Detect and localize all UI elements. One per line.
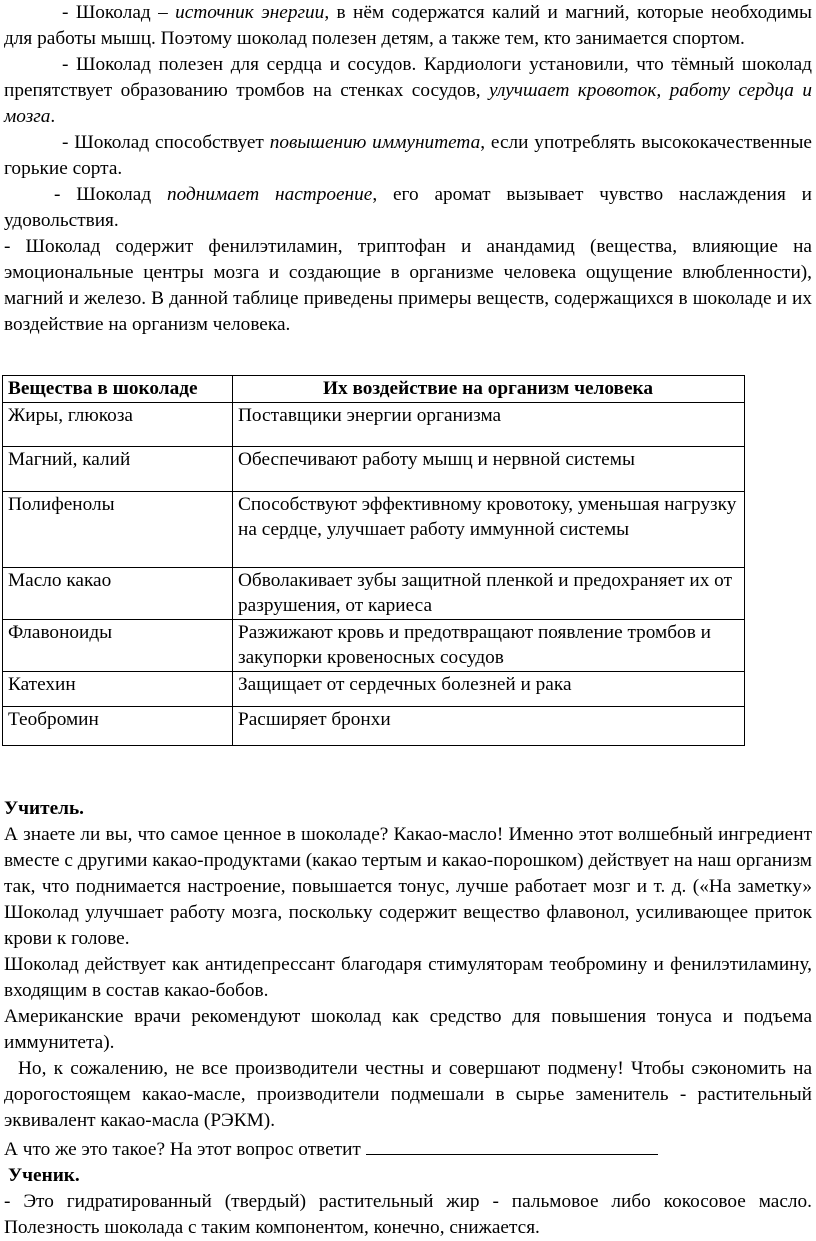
question-text: А что же это такое? На этот вопрос ответит bbox=[4, 1139, 366, 1160]
teacher-paragraph: А знаете ли вы, что самое ценное в шоколаде? Какао-масло! Именно этот волшебный ингредиент вместе с другими какао-продуктами (какао тертым и какао-порошком) действует на наш организм так, что поднимается настроение, повышается тонус, лучше работает мозг и т. д. («На заметку» Шоколад улучшает работу мозга, поскольку содержит вещество флавонол, усиливающее приток крови к голове. bbox=[4, 824, 812, 949]
student-label: Ученик. bbox=[8, 1165, 80, 1186]
table-cell-substance: Катехин bbox=[3, 671, 233, 706]
teacher-question bbox=[0, 1134, 816, 1163]
table-cell-effect: Расширяет бронхи bbox=[233, 706, 745, 745]
answer-blank-line bbox=[366, 1134, 658, 1155]
text: - Шоколад – bbox=[62, 2, 176, 23]
text: , его аромат вызывает чувство наслаждения и удовольствия. bbox=[4, 184, 812, 231]
table-cell-substance: Масло какао bbox=[3, 567, 233, 619]
table-row bbox=[3, 671, 745, 706]
text: - Шоколад полезен для сердца и сосудов. Кардиологи установили, что тёмный шоколад препятствует образованию тромбов на стенках сосудов, bbox=[4, 54, 812, 101]
text: , в нём содержатся калий и магний, которые необходимы для работы мышц. Поэтому шоколад полезен детям, а также тем, кто занимается спортом. bbox=[4, 2, 812, 49]
table-cell-effect: Обеспечивают работу мышц и нервной системы bbox=[233, 446, 745, 491]
paragraph-energy bbox=[0, 0, 816, 52]
table-row bbox=[3, 567, 745, 619]
column-header: Их воздействие на организм человека bbox=[233, 376, 745, 403]
student-paragraph: - Это гидратированный (твердый) растительный жир - пальмовое либо кокосовое масло. Полезность шоколада с таким компонентом, конечно, снижается. bbox=[4, 1191, 812, 1238]
emphasis: повышению иммунитета bbox=[269, 132, 481, 153]
paragraph-mood bbox=[0, 182, 816, 234]
document-page bbox=[0, 0, 816, 338]
teacher-paragraph: Шоколад действует как антидепрессант благодаря стимуляторам теобромину и фенилэтиламину, входящим в состав какао-бобов. bbox=[4, 954, 812, 1001]
teacher-paragraph: Американские врачи рекомендуют шоколад как средство для повышения тонуса и подъема иммунитета). bbox=[4, 1006, 812, 1053]
dialog-section bbox=[0, 796, 816, 1241]
substances-table bbox=[2, 375, 745, 746]
table-cell-effect: Обволакивает зубы защитной пленкой и предохраняет их от разрушения, от кариеса bbox=[233, 567, 745, 619]
column-header: Вещества в шоколаде bbox=[3, 376, 233, 403]
table-cell-effect: Разжижают кровь и предотвращают появление тромбов и закупорки кровеносных сосудов bbox=[233, 619, 745, 671]
table-cell-substance: Жиры, глюкоза bbox=[3, 402, 233, 446]
paragraph-heart bbox=[0, 52, 816, 130]
table-header-row bbox=[3, 376, 745, 403]
table-row bbox=[3, 706, 745, 745]
table-row bbox=[3, 446, 745, 491]
paragraph-immunity bbox=[0, 130, 816, 182]
table-cell-substance: Теобромин bbox=[3, 706, 233, 745]
paragraph-substances: - Шоколад содержит фенилэтиламин, триптофан и анандамид (вещества, влияющие на эмоциональные центры мозга и создающие в организме человека ощущение влюбленности), магний и железо. В данной таблице приведены примеры веществ, содержащихся в шоколаде и их воздействие на организм человека. bbox=[4, 236, 812, 335]
teacher-label: Учитель. bbox=[4, 798, 84, 819]
text: . bbox=[50, 106, 56, 127]
text: - Шоколад bbox=[54, 184, 167, 205]
teacher-paragraph: Но, к сожалению, не все производители честны и совершают подмену! Чтобы сэкономить на дорогостоящем какао-масле, производители подмешали в сырье заменитель - растительный эквивалент какао-масла (РЭКМ). bbox=[4, 1058, 812, 1131]
text: - Шоколад способствует bbox=[62, 132, 270, 153]
emphasis: источник энергии bbox=[175, 2, 325, 23]
table-row bbox=[3, 619, 745, 671]
table-cell-effect: Защищает от сердечных болезней и рака bbox=[233, 671, 745, 706]
table-cell-substance: Флавоноиды bbox=[3, 619, 233, 671]
emphasis: поднимает настроение bbox=[167, 184, 373, 205]
table-cell-substance: Полифенолы bbox=[3, 491, 233, 567]
table-cell-effect: Поставщики энергии организма bbox=[233, 402, 745, 446]
table-row bbox=[3, 402, 745, 446]
table-row bbox=[3, 491, 745, 567]
table-cell-effect: Способствуют эффективному кровотоку, уменьшая нагрузку на сердце, улучшает работу иммунной системы bbox=[233, 491, 745, 567]
emphasis: улучшает кровоток, работу сердца и мозга bbox=[4, 80, 812, 127]
table-cell-substance: Магний, калий bbox=[3, 446, 233, 491]
text: , если употреблять высококачественные горькие сорта. bbox=[4, 132, 812, 179]
